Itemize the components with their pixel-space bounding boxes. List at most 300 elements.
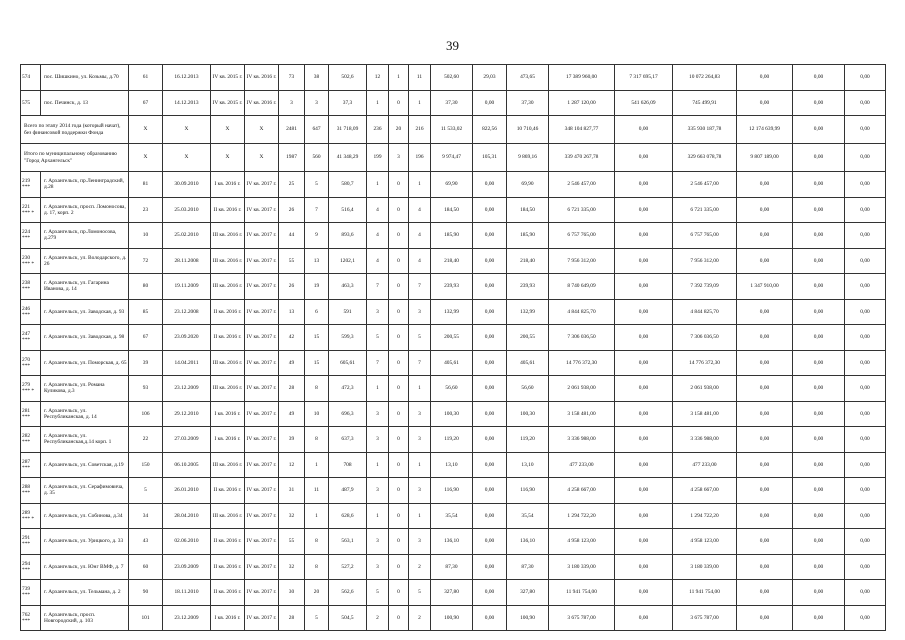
row-number-cell: 574 <box>21 65 41 91</box>
value-cell: 136,10 <box>507 529 549 555</box>
value-cell: 405,61 <box>431 350 473 376</box>
value-cell: 100,90 <box>431 605 473 631</box>
value-cell: 1 <box>389 65 409 91</box>
value-cell: 0,00 <box>615 144 673 172</box>
value-cell: 5 <box>367 580 389 606</box>
value-cell: 9 869,16 <box>507 144 549 172</box>
address-cell: г. Архангельск, ул. Республиканская, д. 14 <box>41 401 129 427</box>
value-cell: 0,00 <box>845 90 886 116</box>
value-cell: 239,93 <box>431 274 473 300</box>
value-cell: 335 930 187,78 <box>673 116 737 144</box>
value-cell: 20 <box>389 116 409 144</box>
value-cell: 599,3 <box>329 325 367 351</box>
value-cell: 0,00 <box>845 376 886 402</box>
row-number-cell: 287 *** <box>21 452 41 478</box>
value-cell: III кв. 2016 г. <box>211 503 245 529</box>
table-row <box>21 580 886 606</box>
value-cell: 477 233,00 <box>673 452 737 478</box>
value-cell: 0,00 <box>615 401 673 427</box>
value-cell: 13,10 <box>431 452 473 478</box>
value-cell: IV кв. 2017 г. <box>245 580 279 606</box>
value-cell: 2 061 938,00 <box>673 376 737 402</box>
value-cell: 2 546 457,00 <box>549 172 615 198</box>
value-cell: 9 <box>305 223 329 249</box>
value-cell: 0,00 <box>615 605 673 631</box>
value-cell: 4 <box>409 197 431 223</box>
value-cell: 1 <box>409 172 431 198</box>
value-cell: IV кв. 2017 г. <box>245 605 279 631</box>
value-cell: IV кв. 2017 г. <box>245 529 279 555</box>
value-cell: 580,7 <box>329 172 367 198</box>
value-cell: 25.02.2010 <box>163 223 211 249</box>
value-cell: 7 <box>367 274 389 300</box>
value-cell: 7 <box>367 350 389 376</box>
value-cell: 3 158 481,00 <box>549 401 615 427</box>
address-cell: г. Архангельск, просп. Новгородский, д. 103 <box>41 605 129 631</box>
value-cell: 32 <box>279 554 305 580</box>
value-cell: 0,00 <box>845 401 886 427</box>
value-cell: 1 287 120,00 <box>549 90 615 116</box>
value-cell: 0 <box>389 427 409 453</box>
value-cell: X <box>211 116 245 144</box>
value-cell: 0,00 <box>845 223 886 249</box>
value-cell: 13 <box>305 248 329 274</box>
value-cell: 19.11.2009 <box>163 274 211 300</box>
value-cell: 60 <box>129 554 163 580</box>
row-number-cell: 291 *** <box>21 529 41 555</box>
table-row <box>21 248 886 274</box>
value-cell: 0,00 <box>845 529 886 555</box>
value-cell: IV кв. 2017 г. <box>245 299 279 325</box>
value-cell: 1987 <box>279 144 305 172</box>
address-cell: пос. Шишкино, ул. Козьмы, д.70 <box>41 65 129 91</box>
value-cell: 0 <box>389 376 409 402</box>
value-cell: 0,00 <box>737 376 793 402</box>
value-cell: 0,00 <box>473 274 507 300</box>
row-number-cell: 219 *** <box>21 172 41 198</box>
value-cell: 0,00 <box>793 401 845 427</box>
table-row <box>21 65 886 91</box>
value-cell: 14.12.2013 <box>163 90 211 116</box>
value-cell: 893,6 <box>329 223 367 249</box>
value-cell: 708 <box>329 452 367 478</box>
value-cell: 0,00 <box>473 580 507 606</box>
value-cell: 591 <box>329 299 367 325</box>
row-number-cell: 238 *** <box>21 274 41 300</box>
value-cell: 28.11.2008 <box>163 248 211 274</box>
value-cell: 73 <box>279 65 305 91</box>
value-cell: 0,00 <box>845 503 886 529</box>
value-cell: 4 <box>367 223 389 249</box>
value-cell: 6 757 765,00 <box>673 223 737 249</box>
value-cell: 3 <box>305 90 329 116</box>
value-cell: 0,00 <box>737 427 793 453</box>
value-cell: 218,40 <box>431 248 473 274</box>
value-cell: 23.12.2008 <box>163 299 211 325</box>
value-cell: II кв. 2016 г. <box>211 580 245 606</box>
value-cell: 0 <box>389 299 409 325</box>
row-number-cell: 575 <box>21 90 41 116</box>
value-cell: 02.06.2010 <box>163 529 211 555</box>
value-cell: 34 <box>129 503 163 529</box>
value-cell: IV кв. 2017 г. <box>245 172 279 198</box>
value-cell: 0,00 <box>737 248 793 274</box>
value-cell: 0,00 <box>793 529 845 555</box>
value-cell: 0,00 <box>845 172 886 198</box>
value-cell: 67 <box>129 90 163 116</box>
value-cell: 472,3 <box>329 376 367 402</box>
value-cell: 745 499,91 <box>673 90 737 116</box>
value-cell: III кв. 2016 г. <box>211 274 245 300</box>
value-cell: 5 <box>409 580 431 606</box>
table-row <box>21 172 886 198</box>
value-cell: 116,90 <box>431 478 473 504</box>
value-cell: 504,5 <box>329 605 367 631</box>
value-cell: 0 <box>389 248 409 274</box>
value-cell: 0,00 <box>615 116 673 144</box>
value-cell: 11 941 754,00 <box>549 580 615 606</box>
value-cell: 0 <box>389 478 409 504</box>
value-cell: 56,60 <box>507 376 549 402</box>
value-cell: 55 <box>279 529 305 555</box>
row-number-cell: 282 *** <box>21 427 41 453</box>
value-cell: 72 <box>129 248 163 274</box>
value-cell: 0,00 <box>737 605 793 631</box>
row-number-cell: 288 *** <box>21 478 41 504</box>
value-cell: 487,9 <box>329 478 367 504</box>
table-row <box>21 554 886 580</box>
value-cell: 196 <box>409 144 431 172</box>
value-cell: 199 <box>367 144 389 172</box>
value-cell: 3 <box>367 401 389 427</box>
value-cell: 1 <box>367 376 389 402</box>
value-cell: 8 <box>305 529 329 555</box>
value-cell: 339 470 267,78 <box>549 144 615 172</box>
value-cell: 200,55 <box>507 325 549 351</box>
value-cell: 12 <box>279 452 305 478</box>
value-cell: 14.04.2011 <box>163 350 211 376</box>
value-cell: 25.03.2010 <box>163 197 211 223</box>
value-cell: 31 <box>279 478 305 504</box>
value-cell: 30.09.2010 <box>163 172 211 198</box>
value-cell: 0,00 <box>473 605 507 631</box>
value-cell: 32 <box>279 503 305 529</box>
value-cell: 26 <box>279 274 305 300</box>
row-number-cell: 221 *** * <box>21 197 41 223</box>
address-cell: г. Архангельск, ул. Серафимовича, д. 35 <box>41 478 129 504</box>
address-cell: г. Архангельск, ул. Гагарина Иванова, д. 14 <box>41 274 129 300</box>
value-cell: 3 180 339,00 <box>673 554 737 580</box>
value-cell: 405,61 <box>507 350 549 376</box>
value-cell: 2 <box>367 605 389 631</box>
value-cell: 26.01.2010 <box>163 478 211 504</box>
value-cell: X <box>129 116 163 144</box>
value-cell: 12 174 639,99 <box>737 116 793 144</box>
value-cell: IV кв. 2017 г. <box>245 376 279 402</box>
value-cell: 0,00 <box>845 427 886 453</box>
value-cell: 7 392 739,09 <box>673 274 737 300</box>
value-cell: 0 <box>389 197 409 223</box>
value-cell: 10 072 264,83 <box>673 65 737 91</box>
value-cell: 3 158 481,00 <box>673 401 737 427</box>
address-cell: г. Архангельск, ул. Советская, д.19 <box>41 452 129 478</box>
value-cell: 4 <box>367 248 389 274</box>
value-cell: 0,00 <box>845 65 886 91</box>
value-cell: 6 757 765,00 <box>549 223 615 249</box>
table-row <box>21 401 886 427</box>
value-cell: 0 <box>389 223 409 249</box>
total-label-cell: Итого по муниципальному образованию "Город Архангельск" <box>21 144 129 172</box>
value-cell: 822,56 <box>473 116 507 144</box>
value-cell: 85 <box>129 299 163 325</box>
value-cell: 3 <box>279 90 305 116</box>
value-cell: 3 336 988,00 <box>549 427 615 453</box>
value-cell: 9 974,47 <box>431 144 473 172</box>
value-cell: 0,00 <box>737 197 793 223</box>
value-cell: 0,00 <box>845 299 886 325</box>
value-cell: 27.03.2009 <box>163 427 211 453</box>
value-cell: 13 <box>279 299 305 325</box>
value-cell: 0,00 <box>615 554 673 580</box>
value-cell: 0,00 <box>845 580 886 606</box>
value-cell: 8 <box>305 427 329 453</box>
value-cell: IV кв. 2017 г. <box>245 401 279 427</box>
value-cell: 8 740 649,09 <box>549 274 615 300</box>
row-number-cell: 281 *** <box>21 401 41 427</box>
value-cell: IV кв. 2016 г. <box>245 90 279 116</box>
value-cell: II кв. 2016 г. <box>211 529 245 555</box>
value-cell: 3 <box>409 427 431 453</box>
value-cell: II кв. 2016 г. <box>211 197 245 223</box>
value-cell: 0,00 <box>473 223 507 249</box>
row-number-cell: 247 *** <box>21 325 41 351</box>
value-cell: 0,00 <box>793 478 845 504</box>
row-number-cell: 762 *** <box>21 605 41 631</box>
value-cell: IV кв. 2017 г. <box>245 478 279 504</box>
value-cell: 23.12.2009 <box>163 376 211 402</box>
value-cell: 0,00 <box>793 248 845 274</box>
value-cell: 0,00 <box>845 116 886 144</box>
value-cell: IV кв. 2017 г. <box>245 223 279 249</box>
value-cell: 1202,1 <box>329 248 367 274</box>
value-cell: 184,50 <box>507 197 549 223</box>
value-cell: II кв. 2016 г. <box>211 478 245 504</box>
value-cell: 101 <box>129 605 163 631</box>
value-cell: 7 306 036,50 <box>673 325 737 351</box>
value-cell: 6 721 335,00 <box>673 197 737 223</box>
value-cell: 39 <box>279 427 305 453</box>
housing-registry-table <box>20 64 886 631</box>
table-row <box>21 478 886 504</box>
value-cell: 0,00 <box>473 401 507 427</box>
table-row <box>21 144 886 172</box>
value-cell: 15 <box>305 350 329 376</box>
value-cell: 69,90 <box>507 172 549 198</box>
value-cell: 0,00 <box>473 452 507 478</box>
value-cell: 56,60 <box>431 376 473 402</box>
value-cell: I кв. 2016 г. <box>211 605 245 631</box>
value-cell: IV кв. 2017 г. <box>245 554 279 580</box>
value-cell: 7 <box>305 197 329 223</box>
value-cell: 49 <box>279 401 305 427</box>
value-cell: 541 626,09 <box>615 90 673 116</box>
value-cell: 37,30 <box>507 90 549 116</box>
value-cell: 3 <box>367 478 389 504</box>
value-cell: 348 104 827,77 <box>549 116 615 144</box>
value-cell: 0,00 <box>793 65 845 91</box>
value-cell: 1 <box>367 90 389 116</box>
value-cell: 637,3 <box>329 427 367 453</box>
value-cell: 0,00 <box>737 401 793 427</box>
value-cell: 0,00 <box>845 248 886 274</box>
value-cell: 0,00 <box>737 350 793 376</box>
value-cell: 1 294 722,20 <box>673 503 737 529</box>
value-cell: 31 718,09 <box>329 116 367 144</box>
value-cell: 5 <box>305 172 329 198</box>
value-cell: 2 <box>409 605 431 631</box>
address-cell: г. Архангельск, ул. Тельмана, д. 2 <box>41 580 129 606</box>
value-cell: 80 <box>129 274 163 300</box>
value-cell: IV кв. 2017 г. <box>245 197 279 223</box>
value-cell: 4 958 123,00 <box>549 529 615 555</box>
value-cell: III кв. 2016 г. <box>211 248 245 274</box>
value-cell: 0,00 <box>845 605 886 631</box>
value-cell: 0,00 <box>615 274 673 300</box>
value-cell: 7 <box>409 274 431 300</box>
table-row <box>21 90 886 116</box>
value-cell: 29,03 <box>473 65 507 91</box>
value-cell: 90 <box>129 580 163 606</box>
value-cell: 0,00 <box>793 197 845 223</box>
value-cell: 0,00 <box>615 580 673 606</box>
value-cell: 100,30 <box>431 401 473 427</box>
value-cell: 628,6 <box>329 503 367 529</box>
value-cell: 0 <box>389 325 409 351</box>
value-cell: 3 <box>367 554 389 580</box>
value-cell: 8 <box>305 554 329 580</box>
value-cell: 236 <box>367 116 389 144</box>
row-number-cell: 224 *** <box>21 223 41 249</box>
value-cell: 0,00 <box>845 554 886 580</box>
value-cell: 0,00 <box>473 350 507 376</box>
table-row <box>21 376 886 402</box>
address-cell: г. Архангельск, ул. Заводская, д. 98 <box>41 325 129 351</box>
value-cell: 0,00 <box>793 325 845 351</box>
value-cell: 37,3 <box>329 90 367 116</box>
value-cell: 0,00 <box>793 350 845 376</box>
value-cell: 81 <box>129 172 163 198</box>
value-cell: 1 <box>305 452 329 478</box>
value-cell: 8 <box>305 376 329 402</box>
value-cell: 0,00 <box>473 299 507 325</box>
value-cell: 2 061 938,00 <box>549 376 615 402</box>
value-cell: 0,00 <box>473 554 507 580</box>
value-cell: 3 <box>409 478 431 504</box>
value-cell: 4 258 667,00 <box>549 478 615 504</box>
value-cell: IV кв. 2017 г. <box>245 350 279 376</box>
value-cell: 4 844 825,70 <box>673 299 737 325</box>
value-cell: I кв. 2016 г. <box>211 401 245 427</box>
value-cell: 527,2 <box>329 554 367 580</box>
value-cell: 516,4 <box>329 197 367 223</box>
value-cell: 0,00 <box>793 376 845 402</box>
value-cell: 16.12.2013 <box>163 65 211 91</box>
value-cell: 0,00 <box>615 452 673 478</box>
value-cell: 30 <box>279 580 305 606</box>
value-cell: 4 <box>409 223 431 249</box>
value-cell: I кв. 2016 г. <box>211 172 245 198</box>
value-cell: 218,40 <box>507 248 549 274</box>
value-cell: 0 <box>389 503 409 529</box>
value-cell: 0,00 <box>737 503 793 529</box>
value-cell: 647 <box>305 116 329 144</box>
value-cell: 7 956 312,00 <box>549 248 615 274</box>
value-cell: 116,90 <box>507 478 549 504</box>
value-cell: 0,00 <box>473 529 507 555</box>
value-cell: 0,00 <box>737 580 793 606</box>
value-cell: 87,30 <box>507 554 549 580</box>
row-number-cell: 294 *** <box>21 554 41 580</box>
value-cell: 0 <box>389 401 409 427</box>
value-cell: 22 <box>129 427 163 453</box>
value-cell: 0,00 <box>737 172 793 198</box>
value-cell: 61 <box>129 65 163 91</box>
table-row <box>21 274 886 300</box>
value-cell: 23.12.2009 <box>163 605 211 631</box>
value-cell: 4 844 825,70 <box>549 299 615 325</box>
value-cell: 560 <box>305 144 329 172</box>
value-cell: X <box>245 144 279 172</box>
value-cell: 119,20 <box>507 427 549 453</box>
value-cell: 7 <box>409 350 431 376</box>
table-row <box>21 350 886 376</box>
value-cell: 696,3 <box>329 401 367 427</box>
address-cell: г. Архангельск, ул. Урицкого, д. 33 <box>41 529 129 555</box>
value-cell: 327,80 <box>431 580 473 606</box>
value-cell: 0 <box>389 554 409 580</box>
value-cell: 0,00 <box>615 478 673 504</box>
value-cell: 216 <box>409 116 431 144</box>
value-cell: IV кв. 2017 г. <box>245 427 279 453</box>
value-cell: 0,00 <box>793 503 845 529</box>
value-cell: 6 721 335,00 <box>549 197 615 223</box>
table-row <box>21 427 886 453</box>
value-cell: 43 <box>129 529 163 555</box>
value-cell: 0 <box>389 274 409 300</box>
total-label-cell: Всего по этапу 2014 года (который начат), без финансовой поддержки Фонда <box>21 116 129 144</box>
value-cell: 0,00 <box>793 116 845 144</box>
value-cell: 9 807 189,00 <box>737 144 793 172</box>
value-cell: 327,80 <box>507 580 549 606</box>
value-cell: 37,30 <box>431 90 473 116</box>
value-cell: 3 <box>367 427 389 453</box>
value-cell: 1 347 910,00 <box>737 274 793 300</box>
value-cell: III кв. 2016 г. <box>211 376 245 402</box>
value-cell: 42 <box>279 325 305 351</box>
address-cell: г. Архангельск, ул. Заводская, д. 93 <box>41 299 129 325</box>
value-cell: IV кв. 2015 г. <box>211 65 245 91</box>
value-cell: IV кв. 2017 г. <box>245 503 279 529</box>
value-cell: 3 675 787,00 <box>673 605 737 631</box>
value-cell: 28 <box>279 376 305 402</box>
value-cell: IV кв. 2017 г. <box>245 452 279 478</box>
value-cell: 4 <box>409 248 431 274</box>
value-cell: 0 <box>389 452 409 478</box>
value-cell: 119,20 <box>431 427 473 453</box>
value-cell: 3 <box>367 299 389 325</box>
value-cell: 3 <box>367 529 389 555</box>
value-cell: 3 <box>389 144 409 172</box>
